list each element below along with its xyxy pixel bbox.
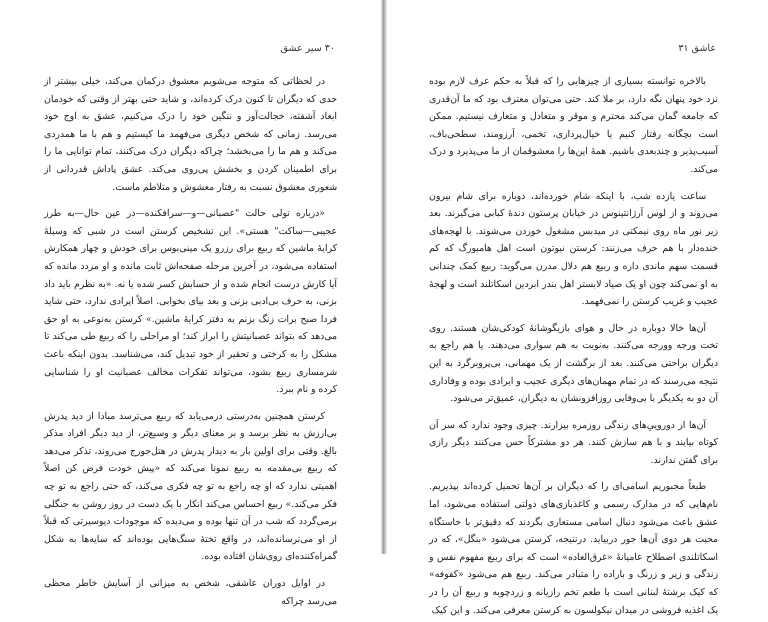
right-paragraph-1: بالاخره توانسته بسیاری از چیزهایی را که قبلاً به حکم عرف لازم بوده نزد خود پنهان نگه دارد، بر ملا کند. حتی می‌توان معترف بود که ما آن‌قدری که جامعه گمان می‌کند محترم و موقر و متعادل و متعارف نیستیم. ممکن است بچگانه رفتار کنیم یا خیال‌پردازی، تخمی، آرزومند، سطحی‌باف، آسیب‌پذیر و چندبعدی باشیم. همهٔ این‌ها را معشوقمان از ما می‌پذیرد و درک می‌کند. <box>429 76 718 175</box>
right-paragraph-4: آن‌ها از دوروییِ‌های زندگی روزمره بیزارند. چیزی وجود ندارد که سر آن کوتاه بیایند و با هم سازش کنند. هر دو مشترکاً حس می‌کنند دیگر رازی برای گفتن ندارند. <box>429 419 718 466</box>
right-paragraph-5: طبعاً مجبوریم اسامی‌ای را که دیگران بر آن‌ها تحمیل کرده‌اند بپذیریم. نام‌هایی که در مدارک رسمی و کاغذبازی‌های دولتی استفاده می‌شود، اما عشق باعث می‌شود دنبال اسامی مستعاری بگردند که دقیق‌تر با خاستگاه محبت هر دوی آن‌ها جور دربیاید. درنتیجه، کرستن می‌شود «بنگل»، که در اسکاتلندی اصطلاح عامیانهٔ «غرق‌العاده» است که برای ربیع مفهوم نفس و زندگی و زیر و زرنگ و باراده را متبادر می‌کند. ربیع هم می‌شود «کفوفه» که کیک برشتهٔ لبنانی است با طعم تخم رازیانه و زردچوبه و ربیع آن را در یک اغذیه فروشی در میدان نیکولسون به کرستن معرفی می‌کند. و این کیک <box>429 481 718 616</box>
left-paragraph-4: در اوایل دوران عاشقی، شخص به میزانی از آسایش خاطر محظی می‌رسد چراکه <box>44 578 337 607</box>
right-paragraph-3: آن‌ها خالا دوباره در حال و هوای بازیگوشانهٔ کودکی‌شان هستند. روی تخت ورجه وورجه می‌کنند. به‌نوبت به هم سواری می‌دهند. یا هم راجع به دیگران براحتی می‌کنند. بعد از برگشت از یک مهمانی، بی‌پروبرگرد به این نتیجه می‌رسند که در تمام مهمان‌های دیگری عجیب و ایرادی بوده و وفاداری آن دو به یکدیگر با بی‌وفایی روزافزونشان به دیگران، عمیق‌تر می‌شود. <box>429 322 718 405</box>
left-page <box>0 0 381 607</box>
right-page-header: عاشق ۳۱ <box>678 43 716 54</box>
left-page-header: ۳۰ سیر عشق <box>280 43 335 54</box>
left-paragraph-2: «درباره تولی حالت "عصبانی—و—سرافکنده—در عین حال—به طرز عجیبی—ساکت" هستی». این تشخیص کرستن است در شبی که وسیلهٔ کرایهٔ ماشین که ربیع برای رزرو یک مینی‌بوس برای خودش و چهار همکارش استفاده می‌شود، در آخرین مرحله صفحه‌اش ثابت مانده و او مردد مانده که آیا کارش درست انجام شده و از حسابش کسر شده یا نه. «به نظرم باید داد بزنی، به حرف بی‌ادبی بزنی و بعد بیای بخوابی. اصلاً ایرادی ندارد، حتی شاید فردا صبح برات زنگ بزنم به دفتر کرایهٔ ماشین.» کرستن به‌نوعی به او حق می‌دهد که بتواند عصبانیتش را ابراز کند؛ او مراحلی را که ربیع طی می‌کند تا مشکل را به کرختی و تحقیر از خود تبدیل کند، می‌شناسد. بدون اینکه باعث شرمساری ربیع بشود، می‌تواند تفکرات مخالف عصبانیت او را شناسایی کرده و نام ببرد. <box>44 208 337 396</box>
left-paragraph-3: کرستن همچنین به‌درستی درمی‌یابد که ربیع می‌ترسد مبادا از دید پدرش بی‌ارزش به نظر برسد و بر معنای دیگر و وسیع‌تر، از دید دیگر افراد مذکر بالغ. وقتی برای اولین بار به دیدار پدرش در هتل‌جورج می‌روند، تذکر می‌دهد که ربیع بی‌مقدمه به ربیع نمونا می‌کند که «پیش خودت فرض کن اصلاً اهمیتی ندارد که او چه راجع به تو چه فکری می‌کند، که حتی راجع به تو چه فکر می‌کند.» ربیع احساس می‌کند انکار با یک دست در روز روشن به جنگلی برمی‌گردد که شب در آن تنها بوده و می‌دیده که موجودات دیوسیرتی که قبلاً از او می‌ترسانده‌اند، در واقع تختهٔ سنگ‌هایی بوده‌اند که سایه‌ها به شکل گمراه‌کننده‌ای روی‌شان افتاده بوده. <box>44 410 337 563</box>
right-page-body <box>429 73 718 622</box>
right-page <box>387 0 768 616</box>
left-page-body <box>44 73 337 613</box>
right-paragraph-2: ساعت یازده شب، با اینکه شام خورده‌اند، دوباره برای شام بیرون می‌روند و از لوس آرژانتینوس در خیابان پرستون دندهٔ کبابی می‌گیرند. بعد زیر نور ماه روی نیمکتی در میدبس مشغول خوردن می‌شوند. با لهجه‌های خنده‌دار با هم حرف می‌زنند: کرستن نیوتون است اهل هامبورگ که کم قسمت سهم ماندی داره و ربیع هم دلال مدرن می‌گوید: ربیع کمک چندانی به او نمی‌کند چون او یک صیاد لابستر اهل بندر ابردین اسکاتلند است و لهجهٔ عجیب و غریب کرستن را نمی‌فهمد. <box>429 190 718 308</box>
left-paragraph-1: در لحظاتی که متوجه می‌شویم معشوق درکمان می‌کند، خیلی بیشتر از حدی که دیگران تا کنون درک کرده‌اند، و شاید حتی بهتر از وقتی که خودمان ابعاد آشفته، خجالت‌آور و ننگین خود را درک می‌کنیم، عشق به اوج خود می‌رسد. زمانی که شخص دیگری می‌فهمد ما کیستیم و هم با ما همدردی می‌کند و هم ما را می‌بخشد؛ چراکه دیگران درک می‌کنند، تمام توانایی ما را برای اطمینان کردن و بخشش پی‌روی می‌کند. عشق پاداش قدردانی از شعوری معشوق نسبت به رفتار معشوش و متلاطم ماست. <box>44 76 337 193</box>
